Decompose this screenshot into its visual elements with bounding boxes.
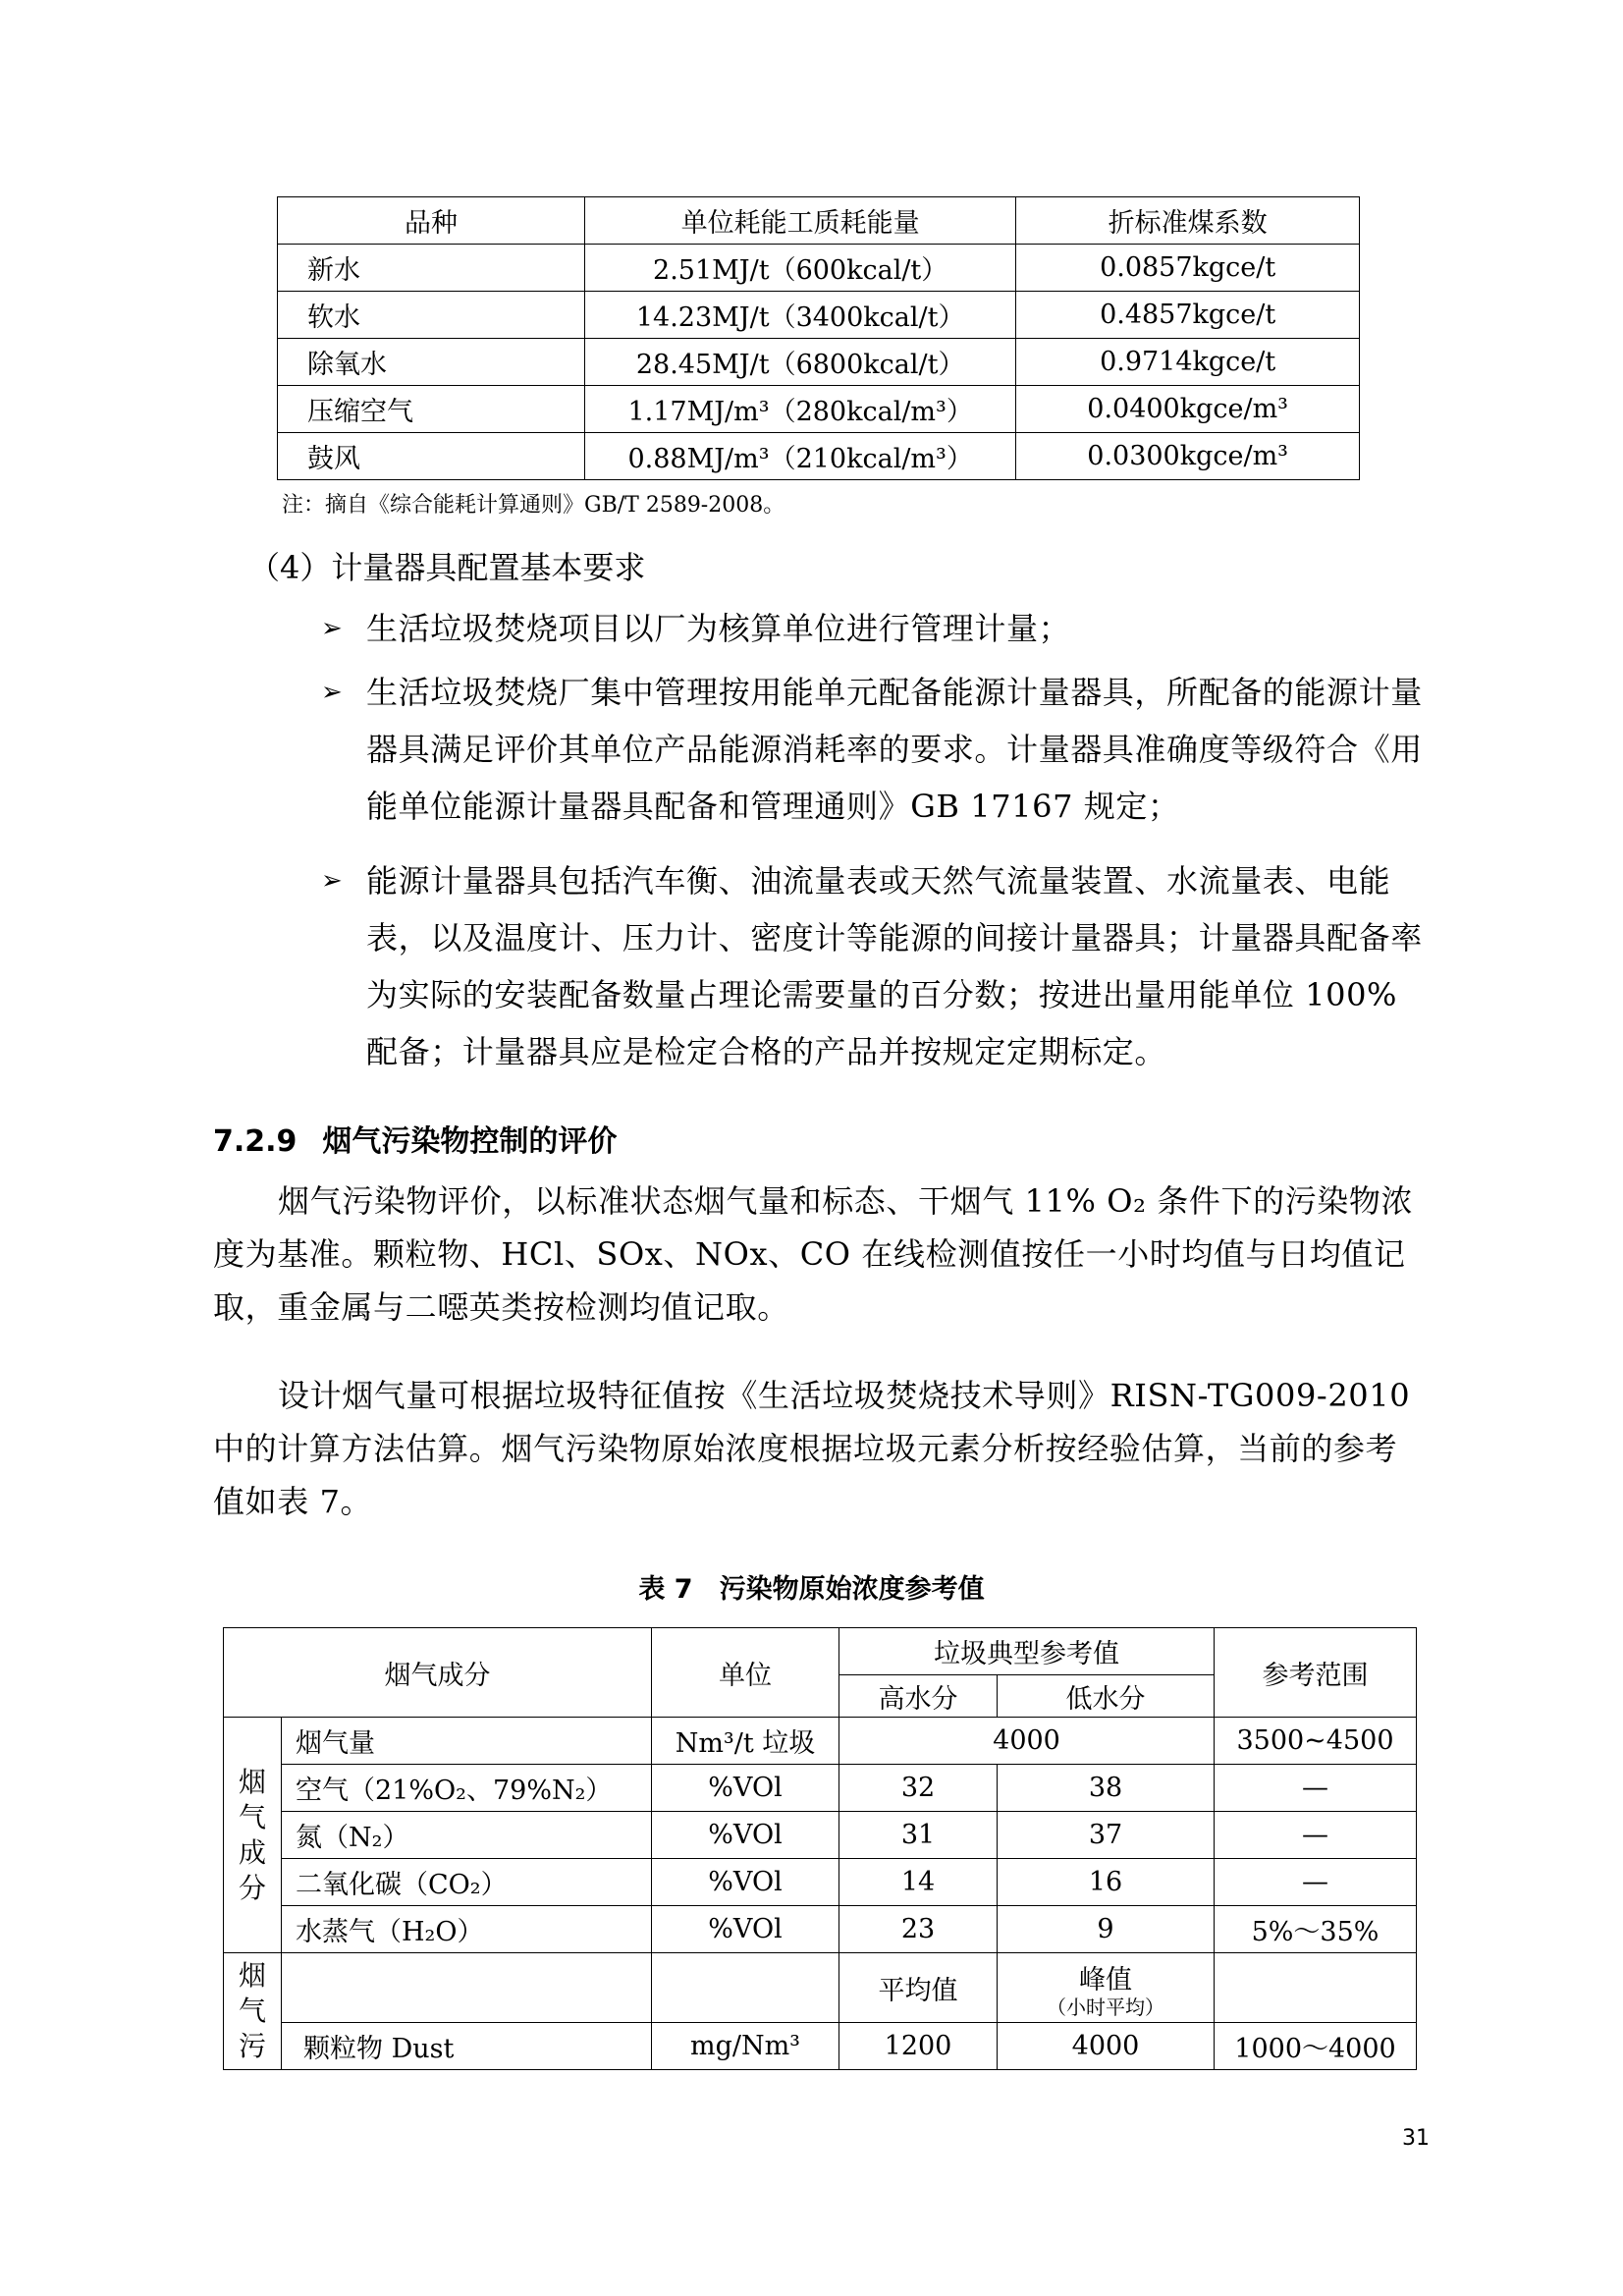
table-cell: %VOl bbox=[652, 1765, 839, 1812]
header-cell: 烟气成分 bbox=[224, 1628, 652, 1718]
table-cell: 2.51MJ/t（600kcal/t） bbox=[585, 245, 1016, 292]
table-cell: %VOl bbox=[652, 1906, 839, 1953]
bullet-item bbox=[321, 852, 1427, 1080]
table-row bbox=[278, 386, 1360, 433]
table-cell: 0.4857kgce/t bbox=[1016, 292, 1360, 339]
section-number: 7.2.9 bbox=[213, 1124, 298, 1159]
table-cell bbox=[1215, 1953, 1417, 2023]
section-heading bbox=[213, 1117, 617, 1160]
body-paragraph: 烟气污染物评价，以标准状态烟气量和标态、干烟气 11% O₂ 条件下的污染物浓度为基准。颗粒物、HCl、SOx、NOx、CO 在线检测值按任一小时均值与日均值记取，重金属与二噁英类按检测均值记取。 bbox=[213, 1182, 1414, 1326]
table-header-row bbox=[224, 1953, 1417, 2023]
table-cell: 5%～35% bbox=[1215, 1906, 1417, 1953]
group-label-vertical bbox=[224, 1953, 282, 2070]
table-row bbox=[224, 1812, 1417, 1859]
table-header-row bbox=[224, 1628, 1417, 1675]
header-cell: 平均值 bbox=[839, 1953, 998, 2023]
table-cell bbox=[652, 1953, 839, 2023]
table-cell: 9 bbox=[998, 1906, 1215, 1953]
subsection-title: （4）计量器具配置基本要求 bbox=[248, 549, 646, 586]
bullet-item bbox=[321, 664, 1427, 835]
table-cell: 14 bbox=[839, 1859, 998, 1906]
section-title: 烟气污染物控制的评价 bbox=[322, 1124, 618, 1159]
table-cell: 1200 bbox=[839, 2023, 998, 2070]
table-cell: 16 bbox=[998, 1859, 1215, 1906]
table-cell: — bbox=[1215, 1859, 1417, 1906]
header-cell: 参考范围 bbox=[1215, 1628, 1417, 1718]
bullet-text: 能源计量器具包括汽车衡、油流量表或天然气流量装置、水流量表、电能表，以及温度计、压力计、密度计等能源的间接计量器具；计量器具配备率为实际的安装配备数量占理论需要量的百分数；按进出量用能单位 100%配备；计量器具应是检定合格的产品并按规定定期标定。 bbox=[366, 862, 1423, 1070]
table-cell: 0.0300kgce/m³ bbox=[1016, 433, 1360, 480]
table-cell: %VOl bbox=[652, 1812, 839, 1859]
table-cell: 14.23MJ/t（3400kcal/t） bbox=[585, 292, 1016, 339]
table-cell: 除氧水 bbox=[278, 339, 585, 386]
table-cell: 0.0400kgce/m³ bbox=[1016, 386, 1360, 433]
table-cell bbox=[282, 1953, 652, 2023]
table-row bbox=[224, 2023, 1417, 2070]
bullet-text: 生活垃圾焚烧厂集中管理按用能单元配备能源计量器具，所配备的能源计量器具满足评价其单位产品能源消耗率的要求。计量器具准确度等级符合《用能单位能源计量器具配备和管理通则》GB 17167 规定； bbox=[366, 674, 1423, 825]
arrow-bullet-icon: ➢ bbox=[321, 866, 344, 896]
header-cell: 高水分 bbox=[839, 1675, 998, 1718]
table-cell: 颗粒物 Dust bbox=[282, 2023, 652, 2070]
table-cell: 37 bbox=[998, 1812, 1215, 1859]
table-cell: Nm³/t 垃圾 bbox=[652, 1718, 839, 1765]
table-cell: — bbox=[1215, 1812, 1417, 1859]
table-row bbox=[224, 1718, 1417, 1765]
page-number: 31 bbox=[1402, 2126, 1430, 2151]
table-header-row bbox=[278, 197, 1360, 245]
table-row bbox=[224, 1859, 1417, 1906]
table-cell: 0.88MJ/m³（210kcal/m³） bbox=[585, 433, 1016, 480]
table-note: 注：摘自《综合能耗计算通则》GB/T 2589-2008。 bbox=[282, 493, 785, 518]
table-cell: 鼓风 bbox=[278, 433, 585, 480]
table-cell: 压缩空气 bbox=[278, 386, 585, 433]
arrow-bullet-icon: ➢ bbox=[321, 614, 344, 643]
table-cell: 31 bbox=[839, 1812, 998, 1859]
table-cell: 空气（21%O₂、79%N₂） bbox=[282, 1765, 652, 1812]
table-cell: 二氧化碳（CO₂） bbox=[282, 1859, 652, 1906]
table-cell: 23 bbox=[839, 1906, 998, 1953]
bullet-text: 生活垃圾焚烧项目以厂为核算单位进行管理计量； bbox=[366, 610, 1071, 647]
table-caption: 表 7 污染物原始浓度参考值 bbox=[638, 1574, 985, 1605]
table-cell: 烟气量 bbox=[282, 1718, 652, 1765]
table-row bbox=[278, 433, 1360, 480]
table-cell: 0.9714kgce/t bbox=[1016, 339, 1360, 386]
table-cell: 4000 bbox=[998, 2023, 1215, 2070]
header-cell bbox=[998, 1953, 1215, 2023]
table-row bbox=[224, 1765, 1417, 1812]
header-cell: 单位耗能工质耗能量 bbox=[585, 197, 1016, 245]
bullet-item bbox=[321, 600, 1427, 657]
pollutant-concentration-table bbox=[223, 1627, 1417, 2070]
peak-label: 峰值 bbox=[1079, 1964, 1132, 1995]
table-row bbox=[278, 292, 1360, 339]
arrow-bullet-icon: ➢ bbox=[321, 678, 344, 707]
table-cell: 0.0857kgce/t bbox=[1016, 245, 1360, 292]
table-cell: 1.17MJ/m³（280kcal/m³） bbox=[585, 386, 1016, 433]
table-cell: %VOl bbox=[652, 1859, 839, 1906]
table-row bbox=[278, 245, 1360, 292]
peak-note: （小时平均） bbox=[1047, 1995, 1164, 2019]
group-label-text: 烟气污 bbox=[238, 1959, 266, 2062]
table-cell: 28.45MJ/t（6800kcal/t） bbox=[585, 339, 1016, 386]
table-cell: mg/Nm³ bbox=[652, 2023, 839, 2070]
table-cell: 新水 bbox=[278, 245, 585, 292]
header-cell: 垃圾典型参考值 bbox=[839, 1628, 1215, 1675]
table-cell: — bbox=[1215, 1765, 1417, 1812]
table-row bbox=[278, 339, 1360, 386]
table-cell: 4000 bbox=[839, 1718, 1215, 1765]
energy-medium-table bbox=[277, 196, 1360, 480]
table-cell: 氮（N₂） bbox=[282, 1812, 652, 1859]
table-cell: 1000～4000 bbox=[1215, 2023, 1417, 2070]
table-cell: 软水 bbox=[278, 292, 585, 339]
table-cell: 3500~4500 bbox=[1215, 1718, 1417, 1765]
header-cell: 低水分 bbox=[998, 1675, 1215, 1718]
group-label-text: 烟气成分 bbox=[238, 1765, 266, 1904]
table-row bbox=[224, 1906, 1417, 1953]
header-cell: 折标准煤系数 bbox=[1016, 197, 1360, 245]
table-cell: 32 bbox=[839, 1765, 998, 1812]
table-cell: 38 bbox=[998, 1765, 1215, 1812]
header-cell: 单位 bbox=[652, 1628, 839, 1718]
group-label-vertical bbox=[224, 1718, 282, 1953]
body-paragraph: 设计烟气量可根据垃圾特征值按《生活垃圾焚烧技术导则》RISN-TG009-2010 中的计算方法估算。烟气污染物原始浓度根据垃圾元素分析按经验估算，当前的参考值如表 7。 bbox=[213, 1377, 1411, 1520]
header-cell: 品种 bbox=[278, 197, 585, 245]
table-cell: 水蒸气（H₂O） bbox=[282, 1906, 652, 1953]
